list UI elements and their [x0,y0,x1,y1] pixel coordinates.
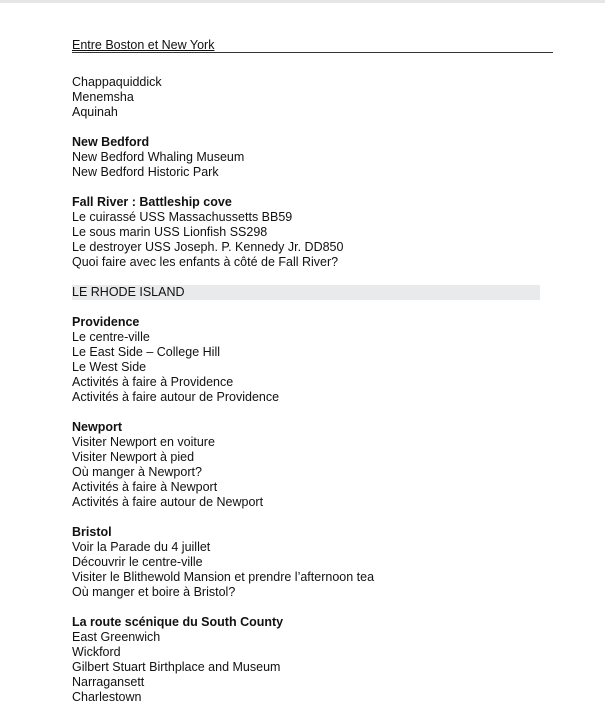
toc-link[interactable]: Le centre-ville [72,329,150,344]
toc-link[interactable]: Le sous marin USS Lionfish SS298 [72,224,268,239]
toc-link[interactable]: Activités à faire autour de Providence [72,389,280,404]
toc-link[interactable]: Charlestown [72,689,142,704]
toc-link[interactable]: Narragansett [72,674,145,689]
section-band-rhode-island: LE RHODE ISLAND [72,285,540,300]
toc-link[interactable]: Gilbert Stuart Birthplace and Museum [72,659,281,674]
toc-group [72,195,540,270]
toc-link[interactable]: Quoi faire avec les enfants à côté de Fall River? [72,254,339,269]
section-header [72,38,553,53]
toc-link[interactable]: Où manger et boire à Bristol? [72,584,236,599]
group-title: La route scénique du South County [72,614,284,629]
toc-link[interactable]: Le cuirassé USS Massachussetts BB59 [72,209,293,224]
toc-link[interactable]: New Bedford Historic Park [72,164,219,179]
toc-group [72,615,540,705]
group-title: Newport [72,419,122,434]
toc-link[interactable]: Où manger à Newport? [72,464,202,479]
toc-link[interactable]: Voir la Parade du 4 juillet [72,539,211,554]
toc-link[interactable]: Activités à faire à Newport [72,479,218,494]
toc-link[interactable]: Visiter Newport à pied [72,449,195,464]
toc-group [72,420,540,510]
toc-link[interactable]: Visiter Newport en voiture [72,434,215,449]
toc-link[interactable]: Découvrir le centre-ville [72,554,203,569]
toc-link[interactable]: Activités à faire à Providence [72,374,234,389]
toc-link[interactable]: Le destroyer USS Joseph. P. Kennedy Jr. DD850 [72,239,344,254]
toc-group [72,315,540,405]
group-title: New Bedford [72,134,150,149]
toc-link[interactable]: New Bedford Whaling Museum [72,149,245,164]
toc-link[interactable]: Menemsha [72,89,134,104]
document-body [72,75,540,720]
group-title: Fall River : Battleship cove [72,194,232,209]
toc-link[interactable]: Wickford [72,644,121,659]
toc-group [72,75,540,120]
toc-link[interactable]: East Greenwich [72,629,161,644]
toc-link[interactable]: Activités à faire autour de Newport [72,494,264,509]
top-scroll-edge [0,0,605,3]
toc-link[interactable]: Le East Side – College Hill [72,344,220,359]
toc-group [72,525,540,600]
toc-link[interactable]: Le West Side [72,359,147,374]
group-title: Providence [72,314,140,329]
toc-link[interactable]: Visiter le Blithewold Mansion et prendre l’afternoon tea [72,569,375,584]
toc-link[interactable]: Aquinah [72,104,118,119]
toc-link[interactable]: Chappaquiddick [72,74,162,89]
section-header-title: Entre Boston et New York [72,38,215,52]
toc-group [72,135,540,180]
group-title: Bristol [72,524,112,539]
